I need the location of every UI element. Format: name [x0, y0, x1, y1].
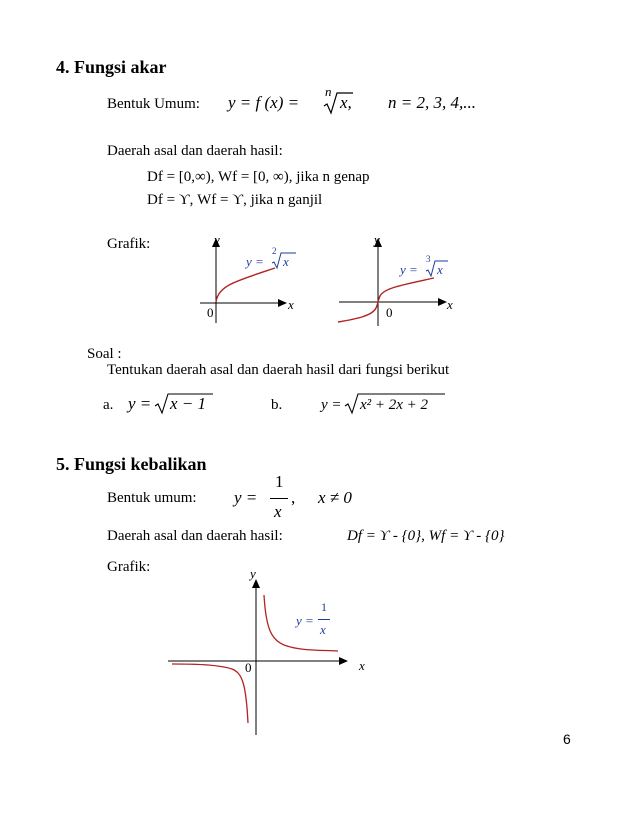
n-values: n = 2, 3, 4,...	[388, 93, 476, 112]
domain-range-label-5: Daerah asal dan daerah hasil:	[107, 528, 283, 544]
sqrt-curve	[216, 268, 275, 302]
x-axis-arrow-icon	[438, 298, 447, 306]
soal-instruction: Tentukan daerah asal dan daerah hasil dari fungsi berikut	[107, 362, 450, 378]
odd-case: Df = ϒ, Wf = ϒ, jika n ganjil	[147, 192, 323, 208]
graph5-formula-prefix: y =	[296, 613, 314, 628]
reciprocal-curve-negative	[172, 664, 248, 723]
section-4-title: 4. Fungsi akar	[56, 57, 167, 77]
reciprocal-numerator: 1	[275, 472, 284, 491]
domain-range-heading: Daerah asal dan daerah hasil:	[107, 143, 283, 159]
soal-b-prefix: y =	[321, 397, 342, 413]
reciprocal-lhs: y =	[234, 488, 258, 507]
root-index: n	[325, 84, 332, 99]
x-axis-arrow-icon	[339, 657, 348, 665]
soal-a-label: a.	[103, 397, 114, 413]
graph2-formula-prefix: y =	[400, 262, 418, 277]
fraction-bar	[270, 498, 288, 499]
graph2-radicand: x	[437, 262, 443, 277]
reciprocal-comma: ,	[291, 488, 296, 507]
page-number: 6	[563, 731, 571, 747]
general-form-label-5: Bentuk umum:	[107, 490, 197, 506]
graph-label-4: Grafik:	[107, 236, 151, 252]
soal-b-label: b.	[271, 397, 283, 413]
graph1-radicand: x	[283, 254, 289, 269]
reciprocal-graph	[160, 565, 360, 737]
graph2-origin: 0	[386, 305, 393, 320]
graph1-origin: 0	[207, 305, 214, 320]
graph5-x-label: x	[359, 658, 365, 673]
graph2-root-index: 3	[426, 254, 431, 264]
soal-label: Soal :	[87, 346, 122, 362]
soal-a-radicand: x − 1	[170, 394, 207, 413]
graph5-y-label: y	[250, 566, 256, 581]
graph1-y-label: y	[214, 232, 220, 247]
reciprocal-denominator: x	[274, 502, 282, 521]
soal-b-radicand: x² + 2x + 2	[360, 397, 429, 413]
graph5-numerator: 1	[321, 600, 327, 614]
graph1-x-label: x	[288, 297, 294, 312]
graph5-fraction-bar	[318, 619, 330, 620]
graph1-formula-prefix: y =	[246, 254, 264, 269]
reciprocal-condition: x ≠ 0	[318, 488, 352, 507]
x-axis-arrow-icon	[278, 299, 287, 307]
root-radicand: x,	[340, 93, 352, 112]
domain-range-value-5: Df = ϒ - {0}, Wf = ϒ - {0}	[347, 528, 505, 544]
graph5-origin: 0	[245, 660, 252, 675]
general-form-label: Bentuk Umum:	[107, 96, 200, 112]
section-5-title: 5. Fungsi kebalikan	[56, 454, 207, 474]
general-form-lhs: y = f (x) =	[228, 93, 300, 112]
graph1-root-index: 2	[272, 246, 277, 256]
graph5-denominator: x	[320, 622, 326, 637]
graph2-x-label: x	[447, 297, 453, 312]
even-case: Df = [0,∞), Wf = [0, ∞), jika n genap	[147, 169, 370, 185]
soal-a-prefix: y =	[128, 394, 152, 413]
graph-label-5: Grafik:	[107, 559, 151, 575]
graph2-y-label: y	[374, 232, 380, 247]
